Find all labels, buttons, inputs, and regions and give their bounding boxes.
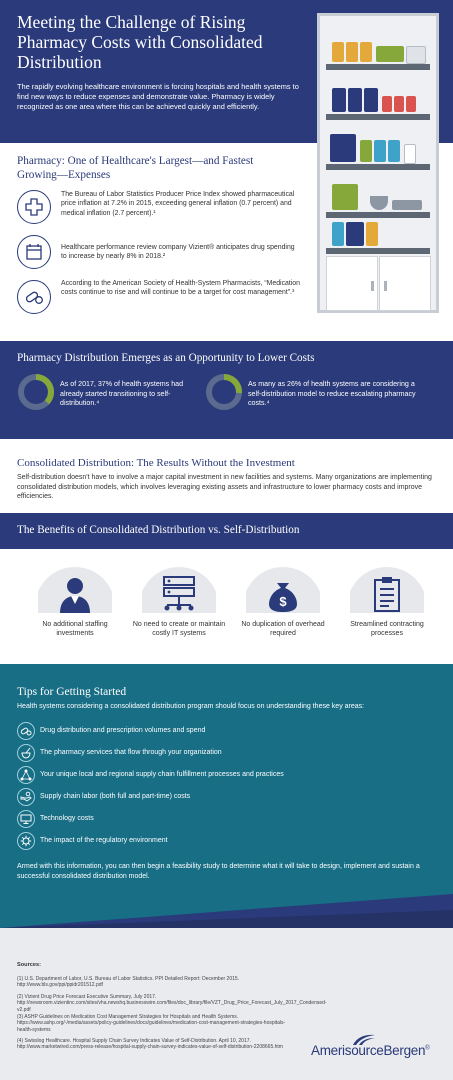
source-item: (1) U.S. Department of Labor, U.S. Bureau of Labor Statistics. PPI Detailed Report: December 2015. http://www.bls.gov/ppi/ppidr201512.pdf	[17, 976, 240, 989]
tip-label: Your unique local and regional supply chain fulfillment processes and practices	[40, 771, 284, 778]
hero-intro: The rapidly evolving healthcare environment is forcing hospitals and health systems to find new ways to reduce expenses and demonstrate value. Pharmacy is widely recognized as one area where this can be achieved quickly and efficiently.	[17, 82, 299, 112]
source-item: (4) Swisslog Healthcare. Hospital Supply Chain Survey Indicates Value of Self-Distribution. April 10, 2017. http://www.marketwired.com/press-release/hospital-supply-chain-survey-indicates-value-of-self-distribution-2208665.htm	[17, 1038, 283, 1051]
logo-wordmark: AmerisourceBergen®	[311, 1043, 430, 1058]
hand-icon	[17, 788, 35, 806]
opportunity-section	[0, 341, 453, 439]
sources-heading: Sources:	[17, 962, 41, 968]
gear-icon	[17, 832, 35, 850]
donut-chart-37	[17, 373, 55, 411]
tip-label: The pharmacy services that flow through your organization	[40, 749, 222, 756]
donut-chart-26	[205, 373, 243, 411]
pharmacy-cabinet-illustration	[317, 13, 439, 313]
decorative-stripe	[0, 880, 453, 928]
fact-text: Healthcare performance review company Vizient® anticipates drug spending to increase by nearly 8% in 2018.²	[61, 244, 295, 261]
amerisourcebergen-logo	[311, 1033, 451, 1063]
benefit-item	[25, 567, 125, 638]
benefit-item	[233, 567, 333, 638]
benefit-label: Streamlined contracting processes	[350, 621, 424, 637]
monitor-icon	[17, 810, 35, 828]
fact-text: The Bureau of Labor Statistics Producer Price Index showed pharmaceutical price inflation at 7.2% in 2015, exceeding general inflation (0.7 percent) and medical inflation (2.7 percent).¹	[61, 191, 295, 217]
tips-closing: Armed with this information, you can then begin a feasibility study to determine what it will take to design, implement and sustain a successful consolidated distribution model.	[17, 863, 420, 880]
tips-intro: Health systems considering a consolidated distribution program should focus on understanding these key areas:	[17, 703, 365, 710]
network-icon	[17, 766, 35, 784]
server-icon	[161, 575, 197, 613]
section-title-tips: Tips for Getting Started	[17, 686, 127, 698]
calendar-icon	[17, 235, 51, 269]
medical-cross-icon	[17, 190, 51, 224]
tip-label: The impact of the regulatory environment	[40, 837, 168, 844]
results-body: Self-distribution doesn't have to involve a major capital investment in new facilities and systems. Many organizations are implementing consolidated distribution models, which involves leveraging existing assets and infrastructure to lower pharmacy costs and improve efficiencies.	[17, 474, 432, 501]
section-title-opportunity: Pharmacy Distribution Emerges as an Opportunity to Lower Costs	[17, 352, 315, 364]
person-icon	[57, 575, 93, 613]
pills-icon	[17, 280, 51, 314]
page-title: Meeting the Challenge of Rising Pharmacy Costs with Consolidated Distribution	[17, 12, 263, 72]
clipboard-icon	[369, 575, 405, 613]
benefit-label: No duplication of overhead required	[241, 621, 325, 637]
tip-label: Supply chain labor (both full and part-time) costs	[40, 793, 191, 800]
source-item: (3) ASHP Guidelines on Medication Cost Management Strategies for Hospitals and Health Systems. https://www.ashp.org/-/media/assets/policy-guidelines/docs/guidelines/medication-cost-management-strategies-hospitals-health-systems	[17, 1014, 286, 1033]
benefit-item	[337, 567, 437, 638]
svg-text:$: $	[279, 594, 287, 609]
benefits-header	[0, 513, 453, 549]
money-bag-icon	[265, 575, 301, 613]
pills-icon	[17, 722, 35, 740]
fact-text: According to the American Society of Health-System Pharmacists, “Medication costs continue to rise and will continue to be a target for cost management”.³	[61, 280, 300, 297]
tip-label: Technology costs	[40, 815, 94, 822]
source-item: (2) Vizient Drug Price Forecast Executive Summary, July 2017. http://newsroom.vizientinc.com/sites/vha.newshq.businesswire.com/files/doc_library/file/VZT_Drug_Price_Forecast_July_2017_Condensed-v2.pdf	[17, 994, 327, 1013]
benefit-label: No additional staffing investments	[42, 621, 108, 637]
section-title-results: Consolidated Distribution: The Results Without the Investment	[17, 457, 295, 469]
tip-label: Drug distribution and prescription volumes and spend	[40, 727, 206, 734]
benefit-item	[129, 567, 229, 638]
benefit-label: No need to create or maintain costly IT systems	[132, 621, 226, 637]
stat-text: As many as 26% of health systems are considering a self-distribution model to reduce escalating pharmacy costs.⁴	[248, 380, 416, 407]
section-title-expenses: Pharmacy: One of Healthcare's Largest—and Fastest Growing—Expenses	[17, 155, 254, 181]
stat-text: As of 2017, 37% of health systems had already started transitioning to self-distribution.⁴	[60, 380, 184, 407]
mortar-pestle-icon	[17, 744, 35, 762]
section-title-benefits: The Benefits of Consolidated Distribution vs. Self-Distribution	[17, 524, 300, 536]
